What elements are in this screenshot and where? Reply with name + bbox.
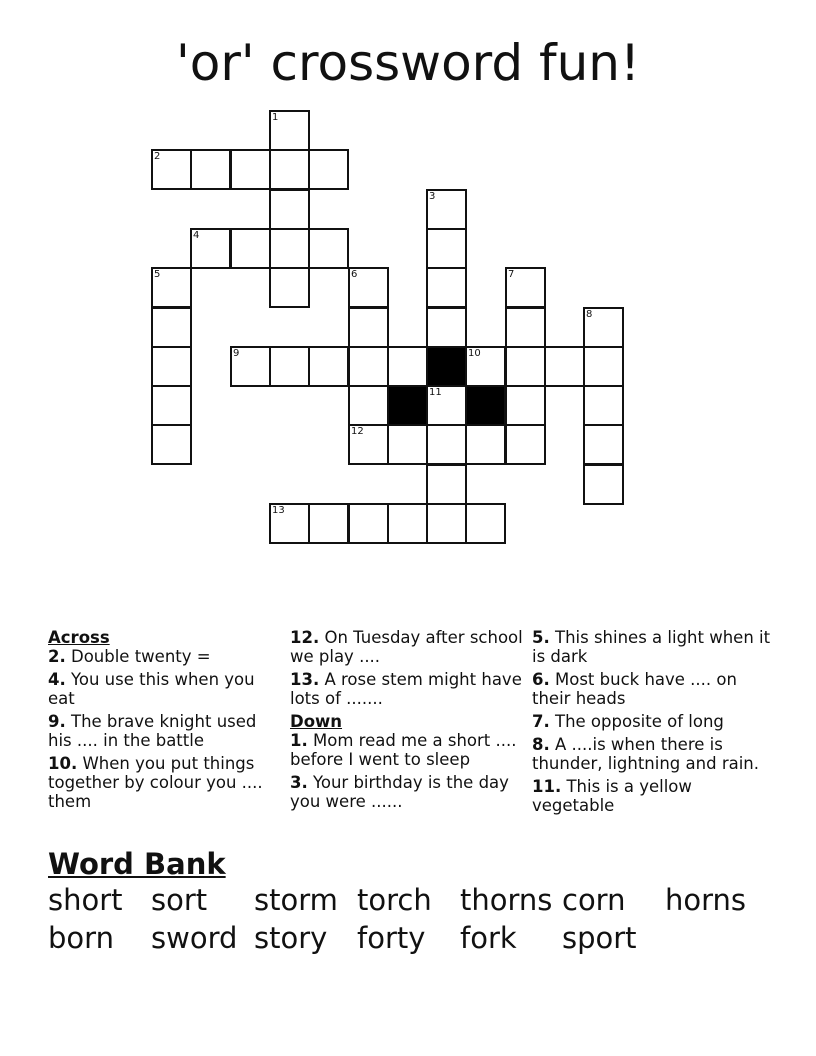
across-heading: Across [48,628,110,647]
grid-cell[interactable] [269,346,310,387]
clue-number: 5. [532,628,550,647]
grid-cell[interactable] [151,149,192,190]
word-bank-word: sort [151,883,208,917]
grid-cell[interactable] [387,424,428,465]
clue-number: 9 [233,348,240,359]
word-bank-word: torch [357,883,432,917]
grid-cell[interactable] [465,346,506,387]
clue-number: 12 [351,426,364,437]
grid-cell[interactable] [348,267,389,308]
clue-text: This shines a light when it is dark [532,628,771,666]
clue [48,754,283,811]
grid-cell[interactable] [269,503,310,544]
down-heading: Down [290,712,343,731]
clue [532,777,777,815]
clue [48,712,283,750]
word-bank-word: sword [151,921,238,955]
clue [290,773,525,811]
grid-cell[interactable] [505,424,546,465]
clue-text: A rose stem might have lots of ....... [290,670,522,708]
word-bank-word: sport [562,921,637,955]
grid-cell[interactable] [308,503,349,544]
word-bank-word: horns [665,883,747,917]
clue-text: A ....is when there is thunder, lightning and rain. [532,735,759,773]
grid-cell[interactable] [505,385,546,426]
grid-block [426,346,467,387]
grid-block [387,385,428,426]
clue-text: Your birthday is the day you were ...... [290,773,509,811]
grid-cell[interactable] [190,149,231,190]
page-title: 'or' crossword fun! [176,34,640,92]
grid-cell[interactable] [348,307,389,348]
clue-number: 8 [586,309,593,320]
clue [290,670,525,708]
grid-cell[interactable] [505,267,546,308]
grid-cell[interactable] [426,464,467,505]
word-bank-word: forty [357,921,426,955]
clue-number: 13 [272,505,285,516]
grid-cell[interactable] [151,424,192,465]
grid-cell[interactable] [308,149,349,190]
word-bank-word: storm [254,883,338,917]
grid-cell[interactable] [151,346,192,387]
clue [532,735,777,773]
grid-cell[interactable] [230,149,271,190]
grid-cell[interactable] [348,346,389,387]
clue-number: 3. [290,773,308,792]
grid-cell[interactable] [348,385,389,426]
clue-number: 10. [48,754,78,773]
clue-column-3 [532,628,777,819]
clue-number: 2. [48,647,66,666]
clue-number: 11. [532,777,562,796]
word-bank-word: born [48,921,114,955]
grid-cell[interactable] [230,228,271,269]
clue [532,670,777,708]
grid-cell[interactable] [505,346,546,387]
clue [290,628,525,666]
clue-number: 9. [48,712,66,731]
clue-column-2 [290,628,525,815]
grid-cell[interactable] [426,503,467,544]
grid-cell[interactable] [348,503,389,544]
grid-cell[interactable] [426,228,467,269]
clue-number: 7 [508,269,515,280]
grid-cell[interactable] [583,464,624,505]
word-bank-word: story [254,921,328,955]
grid-cell[interactable] [465,503,506,544]
clue-text: On Tuesday after school we play .... [290,628,523,666]
grid-cell[interactable] [505,307,546,348]
clue-number: 5 [154,269,161,280]
clue-number: 4. [48,670,66,689]
clue-text: Mom read me a short .... before I went to sleep [290,731,517,769]
grid-cell[interactable] [151,307,192,348]
clue-number: 13. [290,670,320,689]
clue-text: The brave knight used his .... in the battle [48,712,257,750]
grid-cell[interactable] [426,189,467,230]
clue-number: 11 [429,387,442,398]
word-bank-word: thorns [460,883,553,917]
grid-cell[interactable] [583,385,624,426]
grid-cell[interactable] [583,346,624,387]
grid-cell[interactable] [151,267,192,308]
word-bank-word: corn [562,883,626,917]
grid-cell[interactable] [387,346,428,387]
clue-text: The opposite of long [549,712,724,731]
grid-cell[interactable] [465,424,506,465]
clue-number: 7. [532,712,550,731]
clue-number: 10 [468,348,481,359]
grid-block [465,385,506,426]
grid-cell[interactable] [269,267,310,308]
grid-cell[interactable] [583,307,624,348]
clue [48,670,283,708]
grid-cell[interactable] [269,189,310,230]
grid-cell[interactable] [426,267,467,308]
clue-text: Most buck have .... on their heads [532,670,737,708]
grid-cell[interactable] [269,228,310,269]
word-bank-word: fork [460,921,517,955]
clue-number: 8. [532,735,550,754]
clue [532,712,777,731]
clue-text: When you put things together by colour you .... them [48,754,263,811]
grid-cell[interactable] [387,503,428,544]
grid-cell[interactable] [308,228,349,269]
clue [48,647,283,666]
grid-cell[interactable] [230,346,271,387]
grid-cell[interactable] [426,307,467,348]
grid-cell[interactable] [426,424,467,465]
grid-cell[interactable] [190,228,231,269]
clue-text: You use this when you eat [48,670,255,708]
clue-number: 4 [193,230,200,241]
grid-cell[interactable] [544,346,585,387]
clue-number: 12. [290,628,320,647]
grid-cell[interactable] [151,385,192,426]
word-bank-title: Word Bank [48,847,226,881]
grid-cell[interactable] [583,424,624,465]
clue-text: This is a yellow vegetable [532,777,692,815]
grid-cell[interactable] [426,385,467,426]
clue-number: 1 [272,112,279,123]
grid-cell[interactable] [348,424,389,465]
word-bank-word: short [48,883,123,917]
clue-number: 6. [532,670,550,689]
grid-cell[interactable] [308,346,349,387]
grid-cell[interactable] [269,110,310,151]
clue [290,731,525,769]
clue-number: 2 [154,151,161,162]
clue-number: 1. [290,731,308,750]
grid-cell[interactable] [269,149,310,190]
clue [532,628,777,666]
clue-number: 6 [351,269,358,280]
clue-text: Double twenty = [65,647,211,666]
clue-column-1 [48,628,283,815]
clue-number: 3 [429,191,436,202]
